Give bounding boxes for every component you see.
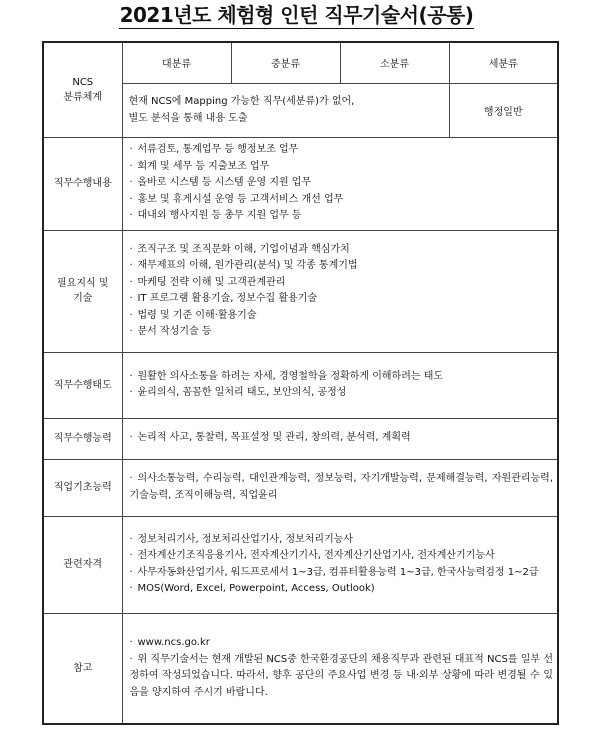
bullet-item xyxy=(130,385,554,402)
label-line: 필요지식 및 xyxy=(57,278,109,289)
ncs-header-minor: 소분류 xyxy=(340,42,449,83)
certs-list xyxy=(122,516,558,613)
bullet-item xyxy=(130,291,554,308)
bullet-item xyxy=(130,652,554,702)
ncs-header-detail: 세분류 xyxy=(449,42,558,83)
bullet-dot-icon: · xyxy=(129,473,133,484)
page-title: 2021년도 체험형 인턴 직무기술서(공통) xyxy=(119,3,474,27)
bullet-dot-icon: · xyxy=(129,160,133,172)
bullet-item xyxy=(130,532,554,549)
knowledge-list xyxy=(122,230,558,352)
duties-row xyxy=(43,137,558,230)
bullet-text: IT 프로그램 활용기술, 정보수집 활용기술 xyxy=(137,293,318,304)
competency-list xyxy=(122,418,558,459)
bullet-dot-icon: · xyxy=(129,326,133,337)
label-line: 참고 xyxy=(73,662,93,674)
label-line: 분류체계 xyxy=(63,91,103,103)
label-line: 기술 xyxy=(73,293,93,304)
bullet-text: 위 직무기술서는 현재 개발된 NCS중 한국환경공단의 채용직무과 관련된 대표적 NCS를 일부 선정하여 작성되었습니다. 따라서, 향후 공단의 주요사업 변경 등 내·외부 상황에 따라 변경될 수 있음을 양지하여 주시기 바랍니다. xyxy=(129,653,553,698)
attitude-label xyxy=(43,352,122,418)
bullet-item xyxy=(130,159,554,176)
bullet-dot-icon: · xyxy=(129,309,133,321)
bullet-dot-icon: · xyxy=(129,653,133,665)
bullet-dot-icon: · xyxy=(129,637,133,649)
certs-label xyxy=(43,516,122,613)
job-description-table xyxy=(42,41,559,725)
bullet-item xyxy=(130,471,554,504)
bullet-dot-icon: · xyxy=(129,193,133,205)
bullet-item xyxy=(130,242,554,259)
reference-list xyxy=(122,613,558,724)
label-line: 직무수행태도 xyxy=(53,379,112,391)
bullet-dot-icon: · xyxy=(129,583,133,594)
knowledge-row xyxy=(43,230,558,352)
bullet-text: 서류검토, 통계업무 등 행정보조 업무 xyxy=(137,144,299,156)
bullet-dot-icon: · xyxy=(129,177,133,189)
competency-label xyxy=(43,418,122,459)
bullet-item xyxy=(130,324,554,341)
bullet-item xyxy=(130,275,554,292)
duties-label xyxy=(43,137,122,230)
bullet-text: 논리적 사고, 통찰력, 목표설정 및 관리, 창의력, 분석력, 계획력 xyxy=(137,432,411,444)
bullet-dot-icon: · xyxy=(129,210,133,222)
bullet-item xyxy=(130,548,554,565)
bullet-text: www.ncs.go.kr xyxy=(137,637,210,649)
bullet-item xyxy=(130,308,554,325)
bullet-dot-icon: · xyxy=(129,370,133,382)
bullet-text: 홍보 및 휴게시설 운영 등 고객서비스 개선 업무 xyxy=(137,193,344,205)
ncs-header-major: 대분류 xyxy=(122,42,231,83)
knowledge-label xyxy=(43,230,122,352)
bullet-dot-icon: · xyxy=(129,243,133,255)
bullet-text: 올바로 시스템 등 시스템 운영 지원 업무 xyxy=(137,177,312,189)
bullet-text: 회계 및 세무 등 지출보조 업무 xyxy=(137,160,270,172)
duties-list xyxy=(122,137,558,230)
attitude-list xyxy=(122,352,558,418)
basic-list xyxy=(122,459,558,516)
label-line: 직업기초능력 xyxy=(53,482,112,493)
label-line: 직무수행내용 xyxy=(53,178,112,189)
bullet-dot-icon: · xyxy=(129,293,133,304)
reference-label xyxy=(43,613,122,724)
ncs-header-middle: 중분류 xyxy=(231,42,340,83)
bullet-item xyxy=(130,581,554,598)
bullet-item xyxy=(130,208,554,225)
ncs-description-line: 현재 NCS에 Mapping 가능한 직무(세분류)가 없어, xyxy=(128,96,355,107)
label-line: NCS xyxy=(72,76,94,88)
competency-row xyxy=(43,418,558,459)
bullet-item xyxy=(130,565,554,582)
ncs-header-row xyxy=(43,42,558,83)
bullet-text: 윤리의식, 꼼꼼한 일처리 태도, 보안의식, 공정성 xyxy=(137,387,347,398)
bullet-text: 정보처리기사, 정보처리산업기사, 정보처리기능사 xyxy=(137,533,354,545)
bullet-dot-icon: · xyxy=(129,566,133,578)
bullet-text: 재무제표의 이해, 원가관리(분석) 및 각종 통계기법 xyxy=(137,260,358,271)
bullet-item xyxy=(130,192,554,209)
bullet-dot-icon: · xyxy=(129,550,133,561)
ncs-detail-value: 행정일반 xyxy=(449,83,558,137)
basic-label xyxy=(43,459,122,516)
bullet-text: 의사소통능력, 수리능력, 대인관계능력, 정보능력, 자기개발능력, 문제해결능력, 자원관리능력, 기술능력, 조직이해능력, 직업윤리 xyxy=(129,473,553,501)
bullet-text: 대내외 행사지원 등 총무 지원 업무 등 xyxy=(137,210,302,222)
bullet-text: 문서 작성기술 등 xyxy=(137,326,212,337)
bullet-item xyxy=(130,258,554,275)
ncs-description-line: 별도 분석을 통해 내용 도출 xyxy=(128,113,248,124)
bullet-item xyxy=(130,142,554,159)
bullet-item xyxy=(130,369,554,386)
ncs-description xyxy=(122,83,449,137)
attitude-row xyxy=(43,352,558,418)
ncs-label xyxy=(43,42,122,137)
bullet-dot-icon: · xyxy=(129,276,133,288)
bullet-text: 사무자동화산업기사, 워드프로세서 1~3급, 컴퓨터활용능력 1~3급, 한국사능력검정 1~2급 xyxy=(137,566,539,578)
bullet-text: 원활한 의사소통을 하려는 자세, 경영철학을 정확하게 이해하려는 태도 xyxy=(137,370,444,382)
bullet-dot-icon: · xyxy=(129,533,133,545)
bullet-text: MOS(Word, Excel, Powerpoint, Access, Outlook) xyxy=(137,583,375,594)
bullet-text: 조직구조 및 조직문화 이해, 기업이념과 핵심가치 xyxy=(137,243,350,255)
bullet-item xyxy=(130,430,554,447)
reference-row xyxy=(43,613,558,724)
bullet-text: 전자계산기조직응용기사, 전자계산기기사, 전자계산기산업기사, 전자계산기기능사 xyxy=(137,550,495,561)
bullet-dot-icon: · xyxy=(129,144,133,156)
bullet-dot-icon: · xyxy=(129,387,133,398)
bullet-item xyxy=(130,635,554,652)
label-line: 직무수행능력 xyxy=(53,433,112,444)
bullet-item xyxy=(130,175,554,192)
certs-row xyxy=(43,516,558,613)
bullet-text: 법령 및 기준 이해·활용기술 xyxy=(137,309,257,321)
bullet-dot-icon: · xyxy=(129,260,133,271)
bullet-text: 마케팅 전략 이해 및 고객관계관리 xyxy=(137,276,286,288)
label-line: 관련자격 xyxy=(63,559,103,570)
basic-row xyxy=(43,459,558,516)
bullet-dot-icon: · xyxy=(129,432,133,444)
